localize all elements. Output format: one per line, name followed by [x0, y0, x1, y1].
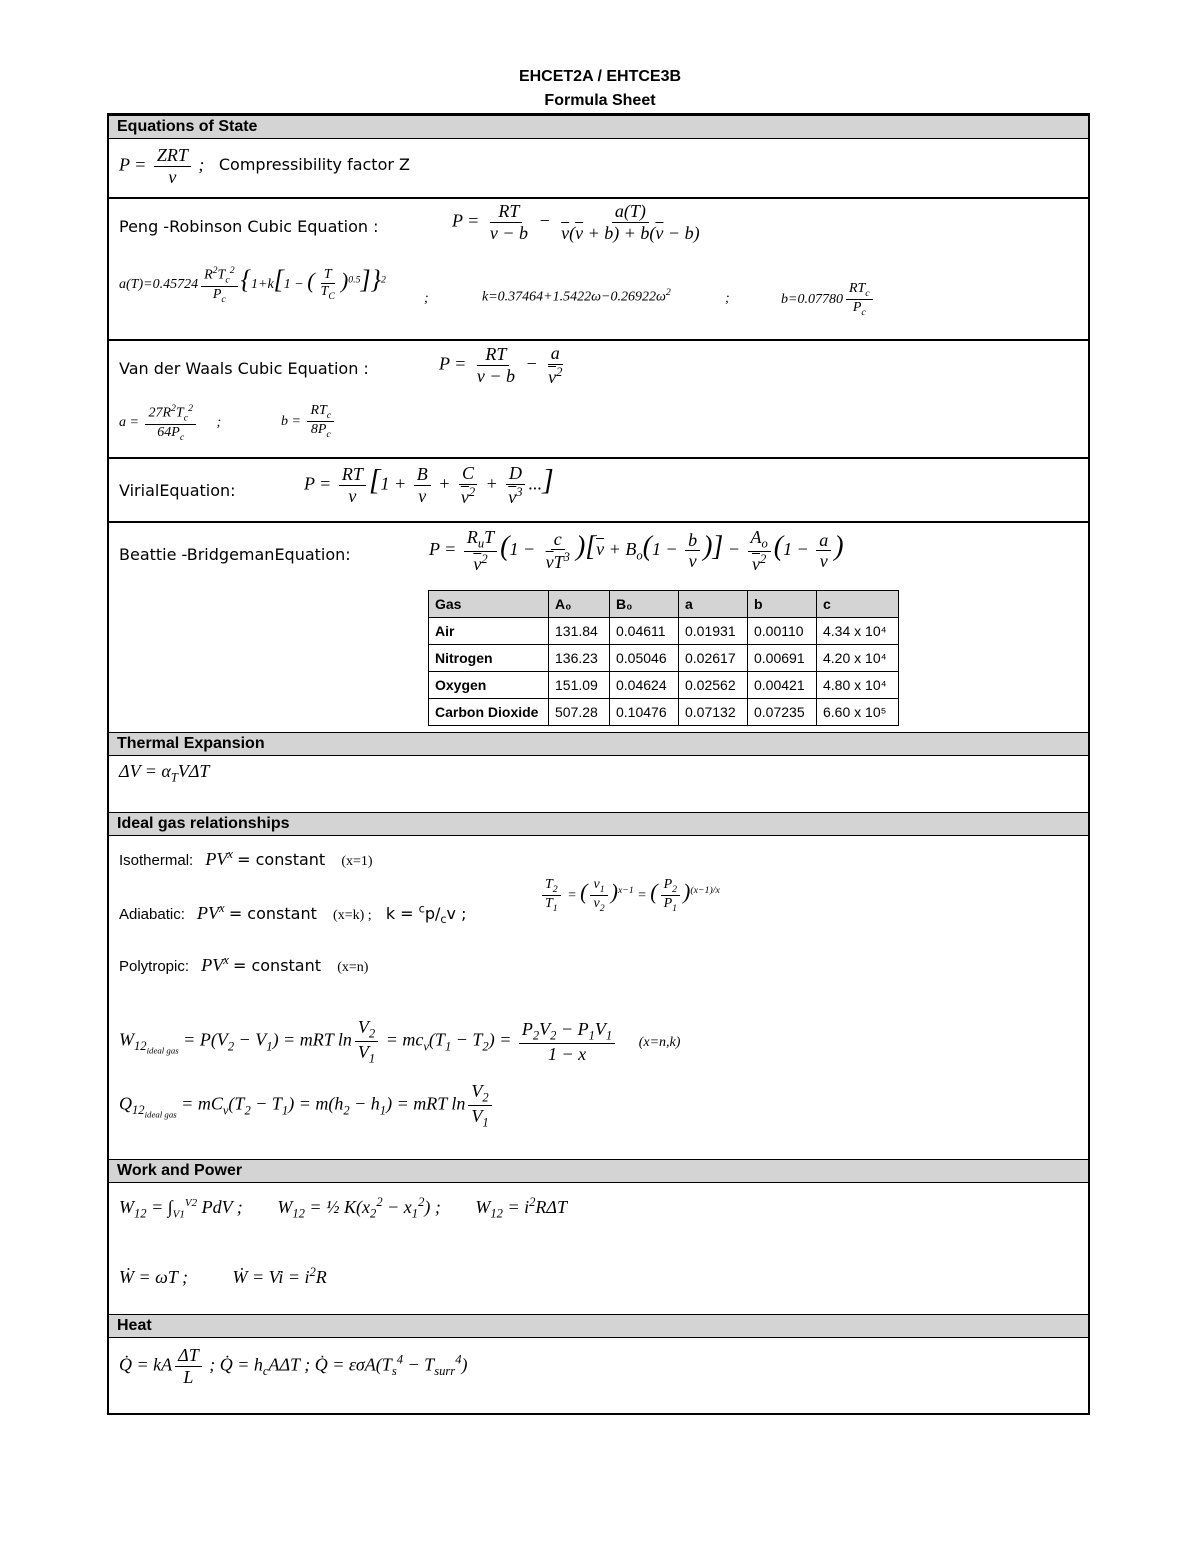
vdw-a-denominator: 64P [157, 424, 180, 440]
ideal-gas-heat-equation: $Q_{12_{ideal gas}} = mC_v(T_2 - T_1) = m(h_2 - h_1)$ = mRT ln $\frac{V_2}{V_1}$ [119, 1081, 495, 1130]
table-cell: 136.23 [549, 645, 610, 672]
z-equation: P = $\frac{\text{ZRT}}{v}$ ; Compressibility factor Z [119, 145, 410, 187]
gas-name-cell: Nitrogen [429, 645, 549, 672]
table-cell: 507.28 [549, 699, 610, 726]
thermal-expansion-equation: $\Delta V = \alpha_TV\Delta T$ [119, 761, 210, 785]
z-label: Compressibility factor Z [218, 155, 410, 175]
pr-k-equation: $k=0.37464+1.5422\omega-0.26922\omega^2$ [482, 287, 671, 305]
pr-b-coefficient: 0.07780 [797, 291, 843, 307]
vdw-b-denominator: 8P [310, 422, 327, 438]
divider [109, 339, 1088, 341]
table-row [429, 699, 899, 726]
gas-constants-table [428, 590, 899, 726]
virial-equation: P = $\frac{RT}{v}$ [1 + $\frac{B}{v}$ + $\frac{C}{\overline{v}^2}$ + $\frac{D}{\overline{v}^3}$ ...] [304, 463, 554, 507]
pr-a-coefficient: 0.45724 [152, 277, 199, 293]
formula-sheet [107, 113, 1090, 1415]
isothermal-condition: (x=1) [341, 854, 373, 869]
polytropic-row: Polytropic: $PV^x$ = constant (x=n) [119, 953, 369, 975]
table-header-cell: b [748, 591, 817, 618]
table-cell: 0.10476 [610, 699, 679, 726]
heat-equations: Q̇ = kA $\frac{\Delta T}{L}$ ; Q̇ = $h_cA\Delta T$ ; Q̇ = $\varepsilon\sigma A(T_s^4 - T_{surr}^4)$ [119, 1345, 468, 1387]
table-row [429, 672, 899, 699]
polytropic-label: Polytropic: [119, 958, 190, 975]
power-equations: Ẇ = ωT ; Ẇ = $Vi = i^2R$ [119, 1265, 327, 1287]
constant-text: = constant [237, 850, 326, 869]
pr-separator-2: ; [725, 291, 730, 306]
table-cell: 151.09 [549, 672, 610, 699]
table-header-cell: Gas [429, 591, 549, 618]
divider [109, 457, 1088, 459]
table-header-cell: c [817, 591, 899, 618]
table-header-cell: A₀ [549, 591, 610, 618]
adiabatic-ratio-equation: $\frac{T_2}{T_1}$ = ( $\frac{v_1}{v_2}$ )$^{x-1}$ = ( $\frac{P_2}{P_1}$ )$^{(x-1)/x}$ [539, 877, 720, 914]
table-header-cell: a [679, 591, 748, 618]
table-cell: 6.60 x 10⁵ [817, 699, 899, 726]
table-cell: 0.00110 [748, 618, 817, 645]
divider [109, 197, 1088, 199]
pr-k-text: k=0.37464+1.5422ω−0.26922ω [482, 289, 666, 305]
table-cell: 131.84 [549, 618, 610, 645]
adiabatic-label: Adiabatic: [119, 906, 185, 923]
pr-a-equation: a(T)=0.45724 $\frac{R^2T_c^2}{P_c}$ {1+k[1 − ( $\frac{T}{T_C}$ )$^{0.5}$]}$^2$ [119, 265, 386, 305]
polytropic-condition: (x=n) [337, 960, 369, 975]
section-header-eos: Equations of State [109, 115, 1088, 139]
beattie-bridgeman-label: Beattie -BridgemanEquation: [119, 545, 351, 564]
constant-text: = constant [232, 956, 322, 975]
gas-name-cell: Carbon Dioxide [429, 699, 549, 726]
table-cell: 0.00421 [748, 672, 817, 699]
table-cell: 4.34 x 10⁴ [817, 618, 899, 645]
gas-name-cell: Oxygen [429, 672, 549, 699]
section-header-work: Work and Power [109, 1159, 1088, 1183]
vdw-label: Van der Waals Cubic Equation : [119, 359, 369, 378]
beattie-bridgeman-equation: P = $\frac{R_uT}{\overline{v}^2}$ (1 − $\frac{c}{\overline{v}T^3}$ )[$\overline{v} + B_o(1$ − $\frac{b}{v}$ )] − $\frac{A_o}{\overline{v}^2}$ (1 − $\frac{a}{v}$ ) [429, 527, 844, 575]
work-condition: (x=n,k) [638, 1034, 681, 1050]
table-row [429, 618, 899, 645]
work-equations: $W_{12} = \int_{V1}^{V2}$ PdV ; $W_{12}$ = ½ $K(x_2^2 - x_1^2)$ ; $W_{12} = i^2R\Delta T$ [119, 1195, 567, 1221]
adiabatic-condition: (x=k) ; [333, 908, 372, 923]
table-row [429, 645, 899, 672]
peng-robinson-equation: P = $\frac{RT}{\overline{v} - b}$ − $\frac{a(T)}{\overline{v}(\overline{v} + b) + b(\overline{v} - b)}$ [452, 201, 700, 243]
virial-label: VirialEquation: [119, 481, 236, 500]
table-cell: 0.05046 [610, 645, 679, 672]
isothermal-label: Isothermal: [119, 852, 194, 869]
sheet-course-title: EHCET2A / EHTCE3B [518, 68, 682, 85]
pr-b-equation: b=0.07780 $\frac{RT_c}{P_c}$ [781, 281, 876, 318]
sheet-subtitle: Formula Sheet [544, 92, 656, 109]
divider [109, 521, 1088, 523]
table-cell: 0.07235 [748, 699, 817, 726]
vdw-equation: P = $\frac{RT}{\overline{v} - b}$ − $\frac{a}{\overline{v}^2}$ [439, 343, 563, 387]
gas-name-cell: Air [429, 618, 549, 645]
section-header-ideal: Ideal gas relationships [109, 812, 1088, 836]
ideal-gas-work-equation: $W_{12_{ideal gas}} = P(V_2 - V_1)$ = mRT ln $\frac{V_2}{V_1}$ = $mc_v(T_1 - T_2)$ = $\frac{P_2V_2 - P_1V_1}{1 - x}$ (x=n,k) [119, 1017, 681, 1066]
table-header-cell: B₀ [610, 591, 679, 618]
constant-text: = constant [228, 904, 317, 923]
vdw-a-equation: a = $\frac{27R^2T_c^2}{64P_c}$ ; [119, 403, 222, 443]
table-cell: 0.02562 [679, 672, 748, 699]
table-cell: 0.07132 [679, 699, 748, 726]
table-cell: 0.02617 [679, 645, 748, 672]
table-cell: 4.20 x 10⁴ [817, 645, 899, 672]
vdw-a-numerator: 27R [148, 405, 172, 421]
table-cell: 0.00691 [748, 645, 817, 672]
vdw-b-equation: b = $\frac{RT_c}{8P_c}$ [281, 403, 337, 440]
peng-robinson-label: Peng -Robinson Cubic Equation : [119, 217, 379, 236]
table-header-row [429, 591, 899, 618]
adiabatic-row: Adiabatic: $PV^x$ = constant (x=k) ; $k = ^cp/_cv$ ; [119, 901, 467, 927]
table-cell: 4.80 x 10⁴ [817, 672, 899, 699]
isothermal-row: Isothermal: $PV^x$ = constant (x=1) [119, 847, 373, 869]
table-cell: 0.04611 [610, 618, 679, 645]
pr-separator-1: ; [424, 291, 429, 306]
table-cell: 0.04624 [610, 672, 679, 699]
table-cell: 0.01931 [679, 618, 748, 645]
section-header-heat: Heat [109, 1314, 1088, 1338]
section-header-thermal: Thermal Expansion [109, 732, 1088, 756]
